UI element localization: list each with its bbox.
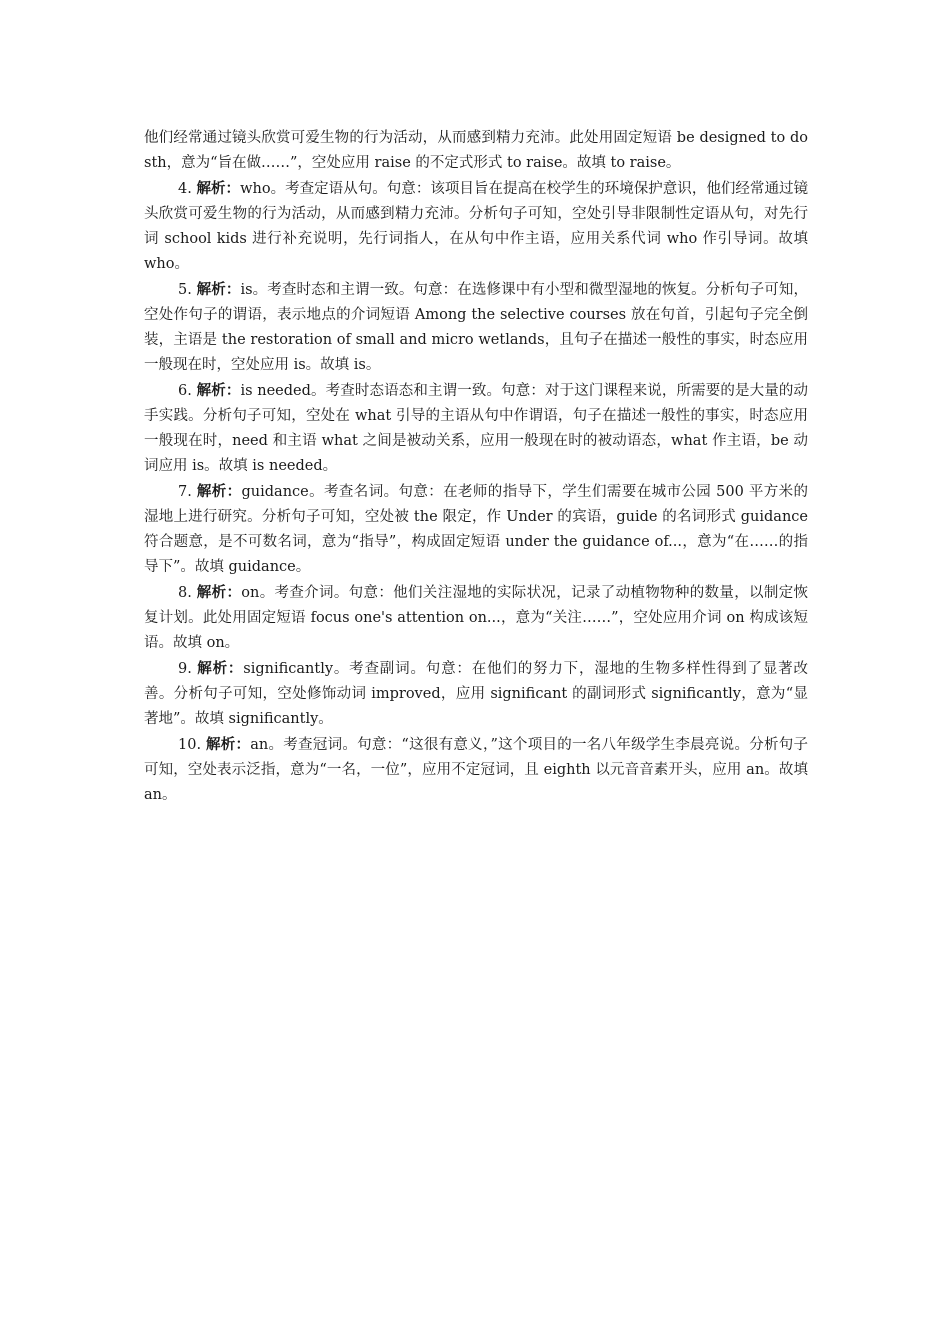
item-label: 解析：	[196, 483, 242, 500]
item-text: is。考查时态和主谓一致。句意：在选修课中有小型和微型湿地的恢复。分析句子可知，空处作句子的谓语，表示地点的介词短语 Among the selective courses 放在句首，引起句子完全倒装，主语是 the restoration of small and micro wetlands，且句子在描述一般性的事实，时态应用一般现在时，空处应用 is。故填 is。	[144, 282, 809, 373]
item-number: 6.	[178, 383, 192, 399]
intro-paragraph: 他们经常通过镜头欣赏可爱生物的行为活动，从而感到精力充沛。此处用固定短语 be designed to do sth，意为“旨在做……”，空处应用 raise 的不定式形式 to raise。故填 to raise。	[144, 130, 808, 171]
answer-item-5	[144, 277, 808, 378]
item-number: 7.	[178, 484, 192, 500]
item-label: 解析：	[196, 281, 241, 298]
item-text: who。考查定语从句。句意：该项目旨在提高在校学生的环境保护意识，他们经常通过镜头欣赏可爱生物的行为活动，从而感到精力充沛。分析句子可知，空处引导非限制性定语从句，对先行词 school kids 进行补充说明，先行词指人，在从句中作主语，应用关系代词 who 作引导词。故填 who。	[144, 181, 808, 272]
item-number: 8.	[178, 585, 192, 601]
item-text: on。考查介词。句意：他们关注湿地的实际状况，记录了动植物物种的数量，以制定恢复计划。此处用固定短语 focus one's attention on...，意为“关注……”，空处应用介词 on 构成该短语。故填 on。	[144, 585, 809, 651]
item-text: an。考查冠词。句意：“这很有意义，”这个项目的一名八年级学生李晨亮说。分析句子可知，空处表示泛指，意为“一名，一位”，应用不定冠词，且 eighth 以元音音素开头，应用 an。故填 an。	[144, 737, 809, 803]
item-label: 解析：	[205, 736, 251, 753]
item-label: 解析：	[196, 180, 241, 197]
item-number: 10.	[178, 737, 202, 753]
item-text: is needed。考查时态语态和主谓一致。句意：对于这门课程来说，所需要的是大量的动手实践。分析句子可知，空处在 what 引导的主语从句中作谓语，句子在描述一般性的事实，时态应用一般现在时，need 和主语 what 之间是被动关系，应用一般现在时的被动语态，what 作主语，be 动词应用 is。故填 is needed。	[144, 383, 809, 474]
item-label: 解析：	[196, 584, 242, 601]
item-label: 解析：	[197, 660, 244, 677]
answer-item-4	[144, 176, 808, 277]
item-number: 5.	[178, 282, 192, 298]
item-text: guidance。考查名词。句意：在老师的指导下，学生们需要在城市公园 500 平方米的湿地上进行研究。分析句子可知，空处被 the 限定，作 Under 的宾语，guide 的名词形式 guidance 符合题意，是不可数名词，意为“指导”，构成固定短语 under the guidance of...，意为“在……的指导下”。故填 guidance。	[144, 484, 808, 575]
item-number: 4.	[178, 181, 192, 197]
answer-item-10	[144, 732, 808, 808]
answer-item-8	[144, 580, 808, 656]
item-text: significantly。考查副词。句意：在他们的努力下，湿地的生物多样性得到了显著改善。分析句子可知，空处修饰动词 improved，应用 significant 的副词形式 significantly，意为“显著地”。故填 significantly。	[144, 661, 809, 727]
answer-item-6	[144, 378, 808, 479]
item-number: 9.	[178, 661, 192, 677]
answer-item-7	[144, 479, 808, 580]
answer-item-9	[144, 656, 808, 732]
item-label: 解析：	[196, 382, 241, 399]
document-page	[144, 126, 808, 808]
